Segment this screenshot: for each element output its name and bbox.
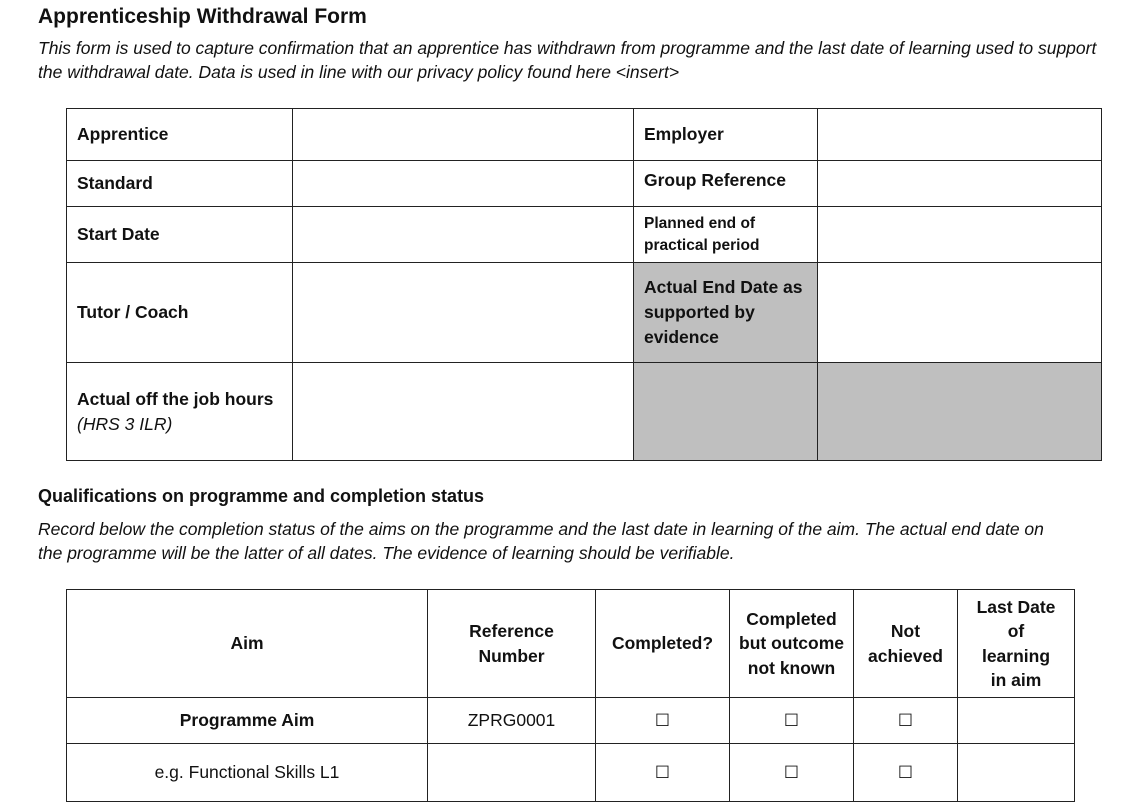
employer-label: Employer [634, 109, 818, 161]
completed-header: Completed? [596, 590, 730, 698]
completed-checkbox[interactable]: ☐ [654, 763, 671, 783]
actual-end-date-label: Actual End Date as supported by evidence [634, 263, 818, 363]
off-job-hours-note: (HRS 3 ILR) [77, 413, 173, 434]
table-row [67, 698, 1075, 744]
not-achieved-checkbox[interactable]: ☐ [897, 763, 914, 783]
off-job-hours-text: Actual off the job hours [77, 388, 274, 409]
employer-field[interactable] [818, 109, 1102, 161]
completed-checkbox[interactable]: ☐ [654, 711, 671, 731]
aim-header: Aim [67, 590, 428, 698]
details-row [67, 363, 1102, 461]
apprentice-label: Apprentice [67, 109, 293, 161]
qualifications-heading: Qualifications on programme and completion status [38, 486, 485, 506]
standard-field[interactable] [293, 161, 634, 207]
reference-number-header: Reference Number [428, 590, 596, 698]
group-reference-label: Group Reference [634, 161, 818, 207]
start-date-field[interactable] [293, 207, 634, 263]
details-row [67, 207, 1102, 263]
completed-cell [596, 744, 730, 802]
details-row [67, 263, 1102, 363]
last-date-field[interactable] [958, 698, 1075, 744]
start-date-label: Start Date [67, 207, 293, 263]
completed-unknown-header: Completed but outcome not known [730, 590, 854, 698]
not-achieved-cell [854, 744, 958, 802]
apprentice-details-table [66, 108, 1102, 461]
reference-cell: ZPRG0001 [428, 698, 596, 744]
aim-cell: Programme Aim [67, 698, 428, 744]
actual-end-date-field[interactable] [818, 263, 1102, 363]
details-row [67, 109, 1102, 161]
completed-cell [596, 698, 730, 744]
group-reference-field[interactable] [818, 161, 1102, 207]
tutor-coach-label: Tutor / Coach [67, 263, 293, 363]
completed-unknown-checkbox[interactable]: ☐ [783, 711, 800, 731]
details-row [67, 161, 1102, 207]
completed-unknown-cell [730, 744, 854, 802]
not-achieved-cell [854, 698, 958, 744]
reference-cell[interactable] [428, 744, 596, 802]
off-job-hours-label [67, 363, 293, 461]
tutor-coach-field[interactable] [293, 263, 634, 363]
planned-end-field[interactable] [818, 207, 1102, 263]
shaded-cell [818, 363, 1102, 461]
qualifications-instruction: Record below the completion status of the aims on the programme and the last date in learning of the aim. The actual end date on the programme will be the latter of all dates. The evidence of learning should be verifiable. [38, 519, 1044, 563]
apprentice-field[interactable] [293, 109, 634, 161]
header-row [67, 590, 1075, 698]
standard-label: Standard [67, 161, 293, 207]
shaded-cell [634, 363, 818, 461]
completed-unknown-checkbox[interactable]: ☐ [783, 763, 800, 783]
off-job-hours-field[interactable] [293, 363, 634, 461]
not-achieved-checkbox[interactable]: ☐ [897, 711, 914, 731]
last-date-field[interactable] [958, 744, 1075, 802]
planned-end-label: Planned end of practical period [634, 207, 818, 263]
aim-cell: e.g. Functional Skills L1 [67, 744, 428, 802]
qualifications-table [66, 589, 1075, 802]
table-row [67, 744, 1075, 802]
not-achieved-header: Not achieved [854, 590, 958, 698]
last-date-header: Last Date of learning in aim [958, 590, 1075, 698]
form-intro: This form is used to capture confirmation that an apprentice has withdrawn from programme and the last date of learning used to support the withdrawal date. Data is used in line with our privacy policy found here <insert> [38, 38, 1097, 82]
completed-unknown-cell [730, 698, 854, 744]
form-title: Apprenticeship Withdrawal Form [38, 5, 367, 28]
